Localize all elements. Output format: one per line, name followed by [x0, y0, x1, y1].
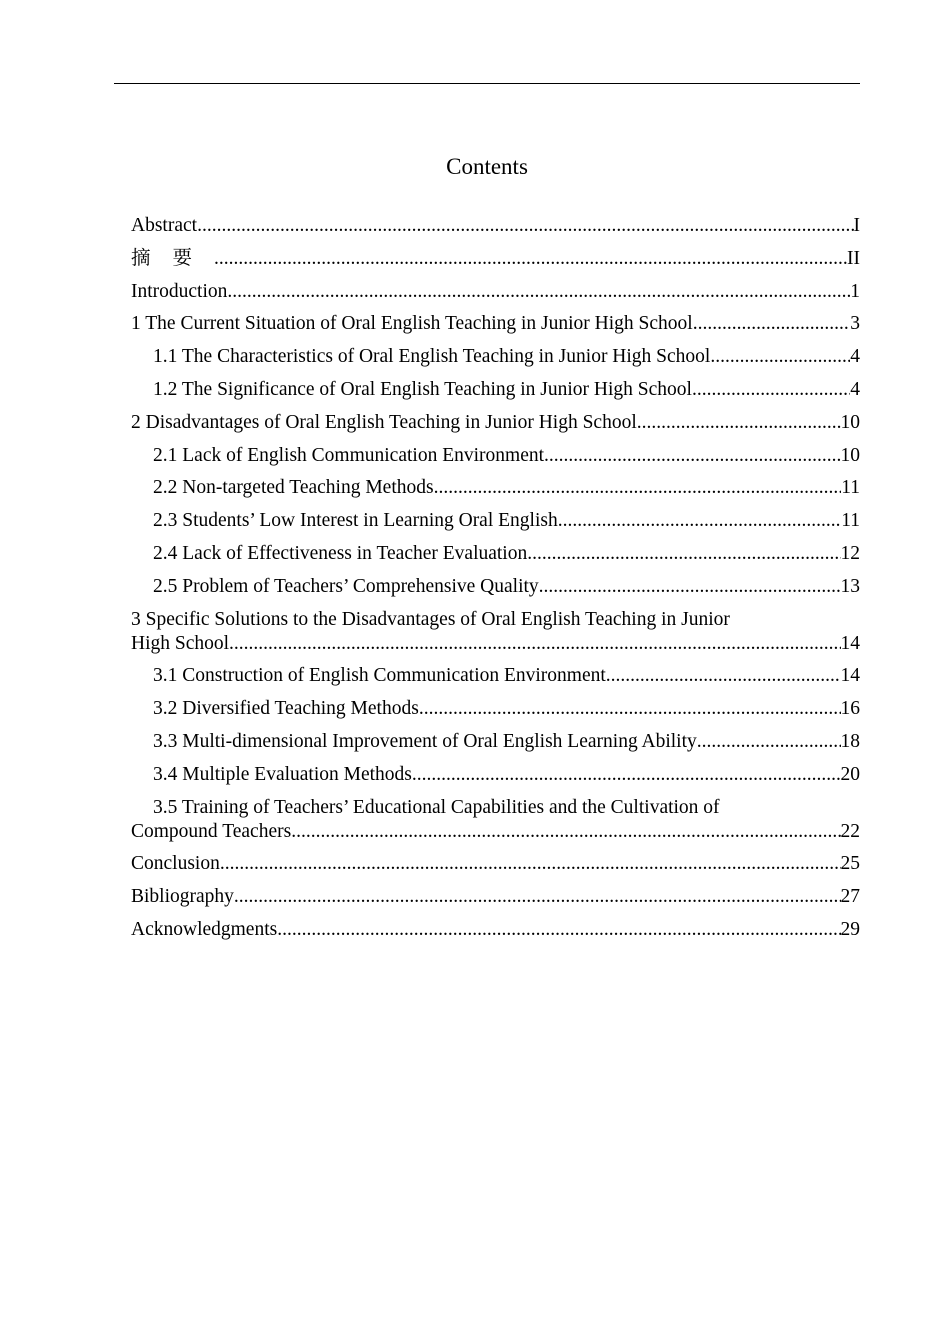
toc-entry-abstract[interactable]: [131, 214, 860, 238]
toc-label: 3.1 Construction of English Communication Environment: [153, 665, 606, 687]
toc-entry-zhaiyao[interactable]: [131, 247, 860, 271]
toc-page-number: 11: [841, 510, 860, 532]
toc-entry-section-2-1[interactable]: [131, 444, 860, 468]
toc-entry-chapter-1[interactable]: [131, 312, 860, 336]
toc-entry-conclusion[interactable]: [131, 852, 860, 876]
dot-leader: [291, 820, 840, 844]
toc-page-number: 14: [840, 665, 860, 687]
dot-leader: [606, 664, 841, 688]
toc-label: 1.1 The Characteristics of Oral English Teaching in Junior High School: [153, 346, 711, 368]
toc-page-number: 10: [840, 411, 860, 433]
toc-label: Acknowledgments: [131, 918, 278, 940]
dot-leader: [197, 214, 853, 238]
toc-label: 摘要: [131, 247, 215, 269]
table-of-contents: [131, 214, 860, 951]
dot-leader: [234, 885, 841, 909]
toc-page-number: 3: [850, 313, 860, 335]
toc-label: 3.2 Diversified Teaching Methods: [153, 698, 419, 720]
toc-page-number: 25: [840, 853, 860, 875]
toc-label-line-2: High School: [131, 632, 230, 654]
dot-leader: [227, 280, 850, 304]
toc-page-number: 4: [850, 346, 860, 368]
dot-leader: [692, 378, 850, 402]
toc-page-number: 16: [840, 698, 860, 720]
toc-entry-chapter-2[interactable]: [131, 411, 860, 435]
toc-label: 3.3 Multi-dimensional Improvement of Oral English Learning Ability: [153, 730, 697, 752]
dot-leader: [544, 444, 840, 468]
toc-page-number: 4: [850, 378, 860, 400]
dot-leader: [419, 697, 841, 721]
toc-entry-section-3-4[interactable]: [131, 763, 860, 787]
toc-page-number: 10: [840, 444, 860, 466]
page-title: Contents: [446, 154, 528, 179]
toc-label: 2.3 Students’ Low Interest in Learning Oral English: [153, 510, 558, 532]
dot-leader: [214, 247, 847, 271]
toc-label: 2.4 Lack of Effectiveness in Teacher Evaluation: [153, 542, 528, 564]
toc-label: 2 Disadvantages of Oral English Teaching in Junior High School: [131, 411, 637, 433]
toc-entry-section-1-2[interactable]: [131, 378, 860, 402]
dot-leader: [220, 852, 841, 876]
toc-entry-section-2-4[interactable]: [131, 542, 860, 566]
toc-entry-bibliography[interactable]: [131, 885, 860, 909]
toc-page-number: 1: [850, 280, 860, 302]
dot-leader: [527, 542, 840, 566]
toc-entry-section-1-1[interactable]: [131, 345, 860, 369]
toc-page-number: 18: [840, 730, 860, 752]
toc-page-number: II: [847, 247, 860, 269]
toc-page-number: 27: [840, 886, 860, 908]
toc-label: Bibliography: [131, 886, 234, 908]
toc-entry-section-2-5[interactable]: [131, 575, 860, 599]
toc-page-number: 13: [840, 575, 860, 597]
dot-leader: [693, 312, 851, 336]
toc-label-line-2: Compound Teachers: [131, 820, 292, 842]
toc-page-number: I: [853, 215, 860, 236]
dot-leader: [434, 476, 842, 500]
toc-entry-acknowledgments[interactable]: [131, 918, 860, 942]
toc-label: 1 The Current Situation of Oral English Teaching in Junior High School: [131, 313, 693, 335]
toc-page-number: 20: [840, 763, 860, 785]
toc-label: Introduction: [131, 280, 228, 302]
toc-label: 2.1 Lack of English Communication Environment: [153, 444, 545, 466]
toc-entry-section-2-3[interactable]: [131, 509, 860, 533]
toc-page-number: 14: [840, 632, 860, 654]
toc-label-line-1: 3.5 Training of Teachers’ Educational Capabilities and the Cultivation of: [153, 796, 720, 818]
toc-page-number: 22: [840, 820, 860, 842]
toc-entry-section-3-1[interactable]: [131, 664, 860, 688]
dot-leader: [539, 575, 841, 599]
toc-label: Abstract: [131, 215, 198, 236]
dot-leader: [697, 730, 841, 754]
dot-leader: [637, 411, 841, 435]
toc-page-number: 29: [840, 918, 860, 940]
toc-entry-introduction[interactable]: [131, 280, 860, 304]
toc-entry-section-3-2[interactable]: [131, 697, 860, 721]
toc-page-number: 11: [841, 477, 860, 499]
toc-label: 2.5 Problem of Teachers’ Comprehensive Quality: [153, 575, 539, 597]
toc-label: 1.2 The Significance of Oral English Teaching in Junior High School: [153, 378, 692, 400]
dot-leader: [277, 918, 840, 942]
dot-leader: [412, 763, 841, 787]
toc-label: 2.2 Non-targeted Teaching Methods: [153, 477, 434, 499]
toc-label: 3.4 Multiple Evaluation Methods: [153, 763, 412, 785]
dot-leader: [558, 509, 841, 533]
toc-entry-section-3-5[interactable]: [131, 796, 860, 844]
dot-leader: [229, 632, 840, 656]
toc-entry-section-2-2[interactable]: [131, 476, 860, 500]
toc-page-number: 12: [840, 542, 860, 564]
toc-entry-chapter-3[interactable]: [131, 608, 860, 656]
header-rule: [114, 83, 860, 84]
toc-label-line-1: 3 Specific Solutions to the Disadvantages of Oral English Teaching in Junior: [131, 608, 730, 630]
dot-leader: [710, 345, 850, 369]
toc-entry-section-3-3[interactable]: [131, 730, 860, 754]
toc-label: Conclusion: [131, 853, 220, 875]
